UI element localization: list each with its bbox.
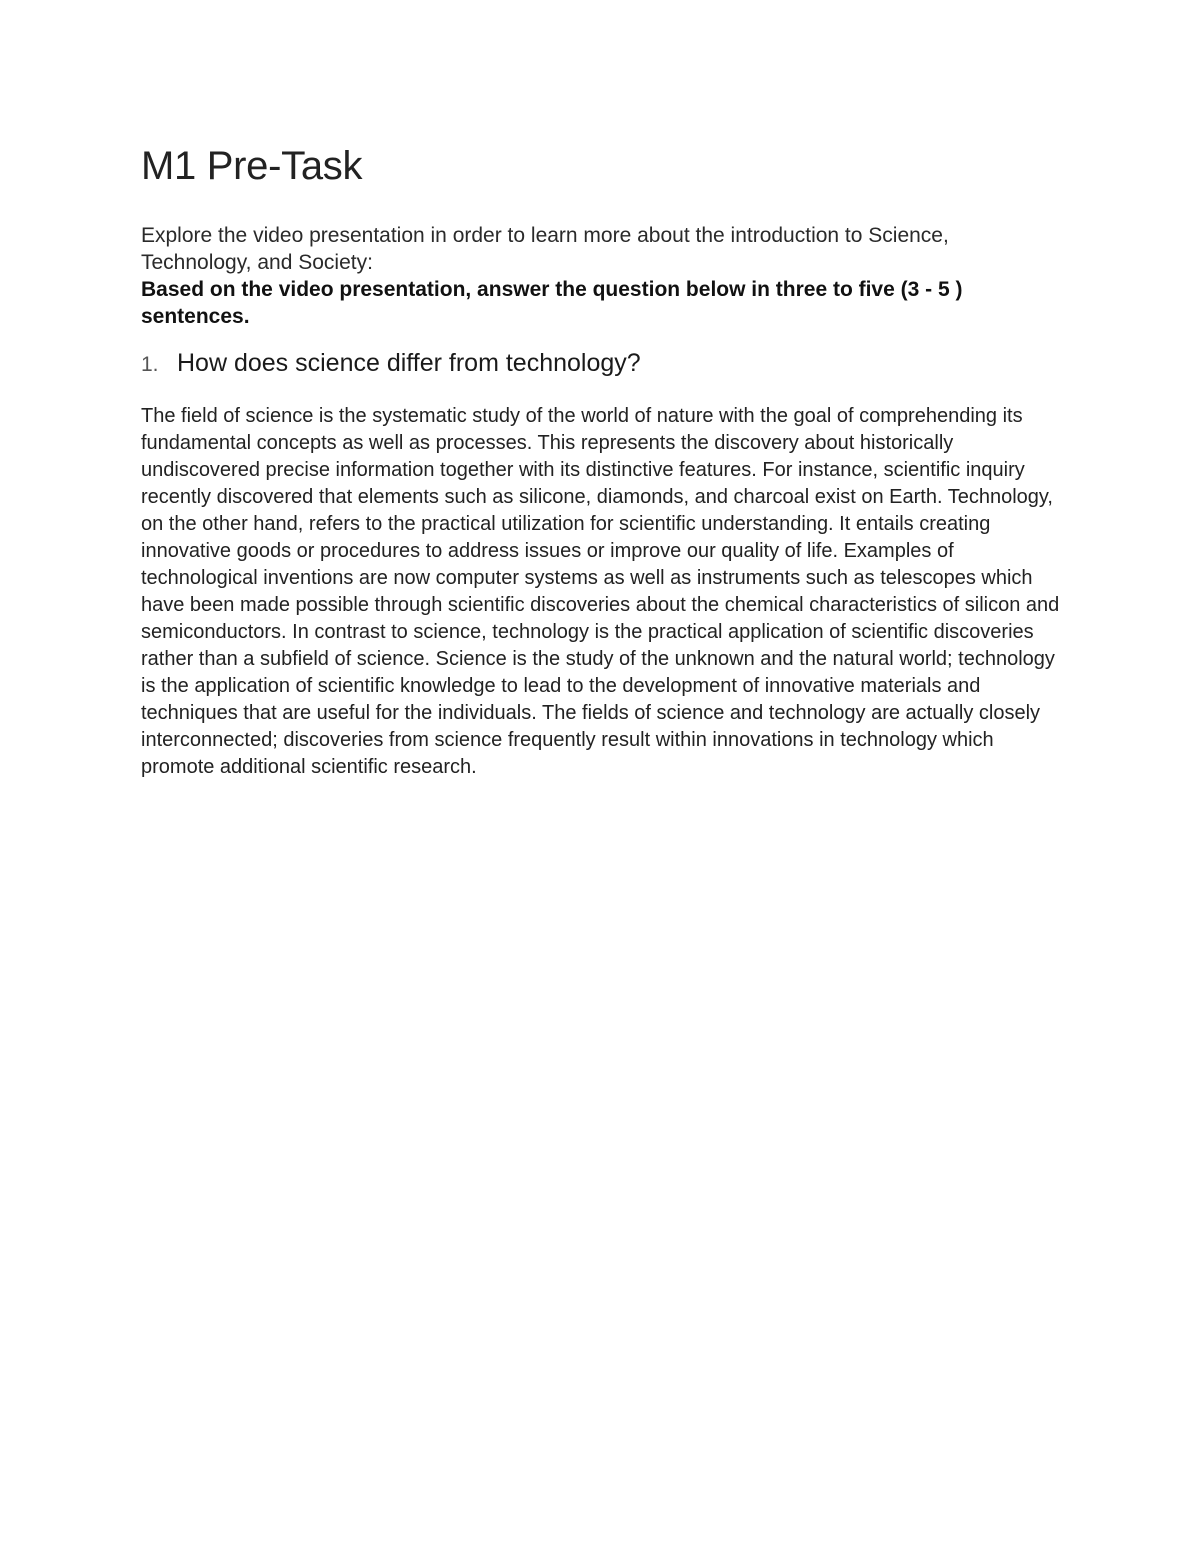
instruction-text: Based on the video presentation, answer the question below in three to five (3 - 5 ) sentences. — [141, 278, 963, 328]
question-number: 1. — [141, 353, 159, 376]
document-content — [141, 140, 1061, 781]
answer-text: The field of science is the systematic study of the world of nature with the goal of comprehending its fundamental concepts as well as processes. This represents the discovery about historically undiscovered precise information together with its distinctive features. For instance, scientific inquiry recently discovered that elements such as silicone, diamonds, and charcoal exist on Earth. Technology, on the other hand, refers to the practical utilization for scientific understanding. It entails creating innovative goods or procedures to address issues or improve our quality of life. Examples of technological inventions are now computer systems as well as instruments such as telescopes which have been made possible through scientific discoveries about the chemical characteristics of silicon and semiconductors. In contrast to science, technology is the practical application of scientific discoveries rather than a subfield of science. Science is the study of the unknown and the natural world; technology is the application of scientific knowledge to lead to the development of innovative materials and techniques that are useful for the individuals. The fields of science and technology are actually closely interconnected; discoveries from science frequently result within innovations in technology which promote additional scientific research. — [141, 405, 1060, 778]
intro-text: Explore the video presentation in order to learn more about the introduction to Science, Technology, and Society: — [141, 224, 949, 274]
question-text: How does science differ from technology? — [177, 349, 641, 377]
question-item — [141, 347, 1061, 381]
page-title: M1 Pre-Task — [141, 144, 363, 188]
